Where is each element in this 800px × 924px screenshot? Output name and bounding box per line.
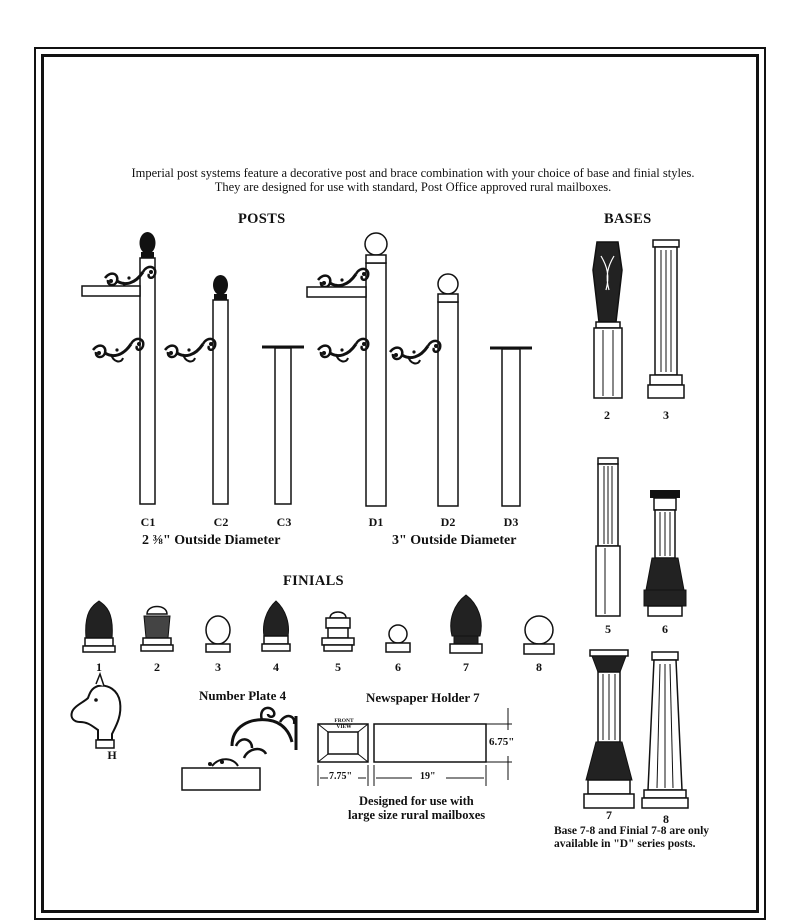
finial-label-8: 8 xyxy=(536,660,542,674)
post-label-d1: D1 xyxy=(368,515,384,529)
finial-4 xyxy=(262,601,290,651)
finial-7 xyxy=(450,595,482,653)
newspaper-holder-title: Newspaper Holder 7 xyxy=(366,690,480,705)
base-label-2: 2 xyxy=(604,408,610,422)
post-d1 xyxy=(307,233,387,506)
finial-1 xyxy=(83,601,115,652)
finial-label-3: 3 xyxy=(215,660,221,674)
post-c1 xyxy=(82,232,156,504)
bases-heading: BASES xyxy=(604,211,652,227)
finial-label-6: 6 xyxy=(395,660,401,674)
c-series-diameter: 2 ⅜" Outside Diameter xyxy=(142,533,281,548)
finial-label-5: 5 xyxy=(335,660,341,674)
post-d3 xyxy=(490,348,532,506)
horse-head-finial xyxy=(71,674,120,748)
d-series-diameter: 3" Outside Diameter xyxy=(392,533,517,548)
holder-width-dim: 7.75" xyxy=(329,771,353,782)
base-label-5: 5 xyxy=(605,622,611,636)
post-d2 xyxy=(390,274,458,506)
finial-5 xyxy=(322,612,354,651)
number-plate-title: Number Plate 4 xyxy=(199,688,287,703)
base-note-line1: Base 7-8 and Finial 7-8 are only xyxy=(554,825,710,837)
holder-length-dim: 19" xyxy=(420,771,436,782)
finial-8 xyxy=(524,616,554,654)
base-7 xyxy=(584,650,634,808)
finial-label-2: 2 xyxy=(154,660,160,674)
post-label-c3: C3 xyxy=(276,515,292,529)
holder-caption-line1: Designed for use with xyxy=(359,794,474,808)
number-plate-graphic xyxy=(182,708,296,790)
finial-2 xyxy=(141,607,173,652)
finial-6 xyxy=(386,625,410,652)
holder-caption-line2: large size rural mailboxes xyxy=(348,808,486,822)
base-6 xyxy=(644,490,686,616)
finial-label-4: 4 xyxy=(273,660,279,674)
base-note-line2: available in "D" series posts. xyxy=(554,838,696,850)
front-view-label: FRONT VIEW xyxy=(334,718,354,730)
base-3 xyxy=(648,240,684,398)
base-label-7: 7 xyxy=(606,808,612,822)
post-c2 xyxy=(165,275,228,504)
holder-height-dim: 6.75" xyxy=(489,736,515,748)
intro-text: Imperial post systems feature a decorative post and brace combination with your choice of base and finial styles. They are designed for use with standard, Post Office approved rural mailboxes. xyxy=(131,166,695,194)
base-label-3: 3 xyxy=(663,408,669,422)
post-label-c2: C2 xyxy=(213,515,229,529)
finial-3 xyxy=(206,616,230,652)
finials-heading: FINIALS xyxy=(283,573,344,589)
base-label-6: 6 xyxy=(662,622,668,636)
finial-label-1: 1 xyxy=(96,660,102,674)
post-label-d3: D3 xyxy=(503,515,519,529)
base-8 xyxy=(642,652,688,808)
base-2 xyxy=(593,242,622,398)
horse-head-label: H xyxy=(107,748,117,762)
posts-heading: POSTS xyxy=(238,211,286,227)
base-label-8: 8 xyxy=(663,812,669,826)
post-c3 xyxy=(262,347,304,504)
post-label-d2: D2 xyxy=(440,515,456,529)
post-label-c1: C1 xyxy=(140,515,156,529)
finial-label-7: 7 xyxy=(463,660,469,674)
base-5 xyxy=(596,458,620,616)
